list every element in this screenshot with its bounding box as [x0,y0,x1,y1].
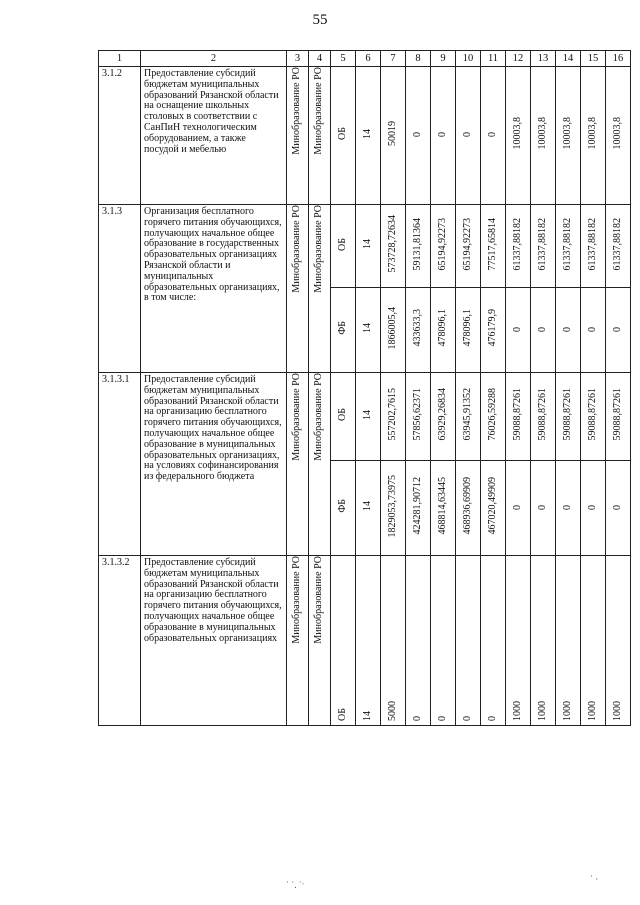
value-cell: 57856,62371 [411,388,423,441]
header-cell: 10 [456,51,481,67]
value-cell: 0 [561,504,573,510]
value-cell: 59088,87261 [536,388,548,441]
value-cell: 63945,91352 [461,388,473,441]
value-cell: 65194,92273 [436,217,448,271]
header-cell: 3 [287,51,309,67]
scan-noise: ˙ ˙. ˙ˑ [286,880,305,890]
page-number: 55 [312,12,328,28]
header-cell: 14 [556,51,581,67]
value-cell: 468936,69909 [461,477,473,535]
value-cell: 1000 [611,701,623,722]
value-cell: 476179,9 [486,309,498,347]
value-cell: 59088,87261 [611,388,623,441]
value-cell: 59131,81364 [411,217,423,271]
value-cell: 0 [611,326,623,332]
value-cell: 0 [461,716,473,722]
value-cell: 76026,59288 [486,388,498,441]
value-cell: 424281,90712 [411,477,423,535]
value-cell: 0 [586,326,598,332]
funding-source: ФБ [336,321,348,335]
table-row [99,205,631,288]
value-cell: 61337,88182 [611,217,623,271]
scan-noise: ˙ · [590,874,599,884]
budget-code: 14 [361,128,373,139]
funding-source: ОБ [336,237,348,251]
value-cell: 0 [511,326,523,332]
co-executor: Минобразование РО [313,67,325,155]
header-cell: 7 [381,51,406,67]
value-cell: 0 [536,326,548,332]
value-cell: 1000 [561,701,573,722]
value-cell: 0 [411,132,423,138]
co-executor: Минобразование РО [313,205,325,293]
table-row [99,556,631,726]
value-cell: 0 [436,132,448,138]
budget-code: 14 [361,711,373,722]
header-cell: 16 [606,51,631,67]
value-cell: 61337,88182 [536,217,548,271]
header-cell: 15 [581,51,606,67]
value-cell: 0 [436,716,448,722]
budget-table [98,50,631,726]
value-cell: 59088,87261 [511,388,523,441]
header-cell: 9 [431,51,456,67]
value-cell: 10003,8 [511,117,523,150]
value-cell: 0 [561,326,573,332]
value-cell: 61337,88182 [561,217,573,271]
value-cell: 557202,7615 [386,388,398,441]
budget-code: 14 [361,239,373,250]
value-cell: 478096,1 [461,309,473,347]
responsible-executor: Минобразование РО [291,373,303,461]
value-cell: 573728,72634 [386,215,398,273]
value-cell: 478096,1 [436,309,448,347]
value-cell: 1829053,73975 [386,474,398,538]
header-cell: 2 [141,51,287,67]
header-cell: 13 [531,51,556,67]
value-cell: 1866005,4 [386,306,398,350]
responsible-executor: Минобразование РО [291,67,303,155]
value-cell: 5000 [386,701,398,722]
value-cell: 1000 [511,701,523,722]
value-cell: 0 [586,504,598,510]
value-cell: 63929,26834 [436,388,448,441]
value-cell: 50019 [386,121,398,147]
responsible-executor: Минобразование РО [291,205,303,293]
funding-source: ОБ [336,127,348,141]
value-cell: 10003,8 [611,117,623,150]
responsible-executor: Минобразование РО [291,556,303,644]
table-row [99,67,631,205]
value-cell: 0 [411,716,423,722]
row-description: Предоставление субсидий бюджетам муниципальных образований Рязанской области на оснащение школьных столовых в соответствии с СанПиН технологическим оборудованием, а также посудой и мебелью [141,67,287,205]
header-cell: 5 [331,51,356,67]
value-cell: 1000 [536,701,548,722]
funding-source: ОБ [336,408,348,422]
row-description: Предоставление субсидий бюджетам муниципальных образований Рязанской области на организацию бесплатного горячего питания обучающихся, получающих начальное общее образование в муниципальных образовательных организациях, на условиях софинансирования из федерального бюджета [141,373,287,556]
header-row [99,51,631,67]
co-executor: Минобразование РО [313,556,325,644]
header-cell: 1 [99,51,141,67]
header-cell: 4 [309,51,331,67]
co-executor: Минобразование РО [313,373,325,461]
header-cell: 8 [406,51,431,67]
budget-code: 14 [361,323,373,334]
value-cell: 0 [611,504,623,510]
value-cell: 467020,49909 [486,477,498,535]
row-number: 3.1.3.1 [99,373,141,556]
value-cell: 77517,65814 [486,217,498,271]
funding-source: ОБ [336,708,348,722]
row-number: 3.1.3 [99,205,141,373]
header-cell: 11 [481,51,506,67]
value-cell: 468814,63445 [436,477,448,535]
value-cell: 65194,92273 [461,217,473,271]
value-cell: 1000 [586,701,598,722]
value-cell: 0 [461,132,473,138]
funding-source: ФБ [336,499,348,513]
header-cell: 6 [356,51,381,67]
value-cell: 10003,8 [536,117,548,150]
value-cell: 59088,87261 [586,388,598,441]
row-number: 3.1.3.2 [99,556,141,726]
value-cell: 61337,88182 [586,217,598,271]
header-cell: 12 [506,51,531,67]
row-description: Организация бесплатного горячего питания обучающихся, получающих начальное общее образование в государственных образовательных организациях Рязанской области и муниципальных образовательных организациях, в том числе: [141,205,287,373]
value-cell: 0 [486,716,498,722]
value-cell: 61337,88182 [511,217,523,271]
budget-code: 14 [361,501,373,512]
value-cell: 0 [536,504,548,510]
value-cell: 59088,87261 [561,388,573,441]
value-cell: 0 [511,504,523,510]
value-cell: 0 [486,132,498,138]
value-cell: 10003,8 [586,117,598,150]
row-number: 3.1.2 [99,67,141,205]
value-cell: 10003,8 [561,117,573,150]
value-cell: 433633,3 [411,309,423,347]
table-row [99,373,631,461]
row-description: Предоставление субсидий бюджетам муниципальных образований Рязанской области на организацию бесплатного горячего питания обучающихся, получающих начальное общее образование в муниципальных образовательных организациях [141,556,287,726]
budget-code: 14 [361,409,373,420]
